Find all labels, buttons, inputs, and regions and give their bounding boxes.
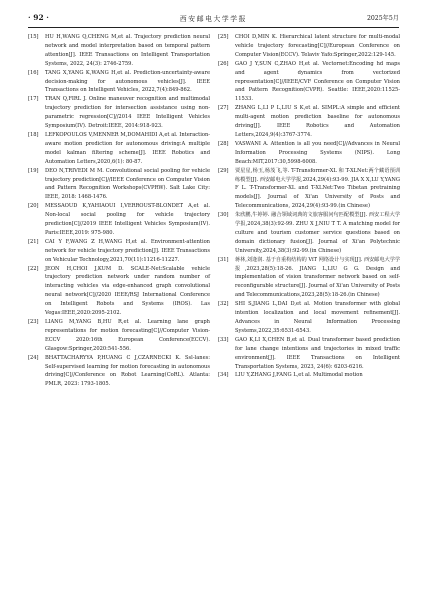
reference-entry	[218, 256, 400, 301]
reference-entry	[218, 104, 400, 140]
reference-entry	[28, 69, 210, 96]
reference-number: [27]	[218, 105, 229, 112]
reference-entry	[28, 202, 210, 238]
reference-number: [34]	[218, 372, 229, 379]
reference-number: [15]	[28, 34, 39, 40]
reference-text: HU H,WANG Q,CHENG M,et al. Trajectory prediction neural network and model interpretation based on temporal pattern attention[J]. IEEE Transactions on Intelligent Transportation Systems, 2022, 24(3): 2746-2759.	[45, 34, 210, 67]
reference-entry	[218, 300, 400, 336]
reference-number: [22]	[28, 265, 39, 272]
reference-entry	[28, 354, 210, 390]
reference-text: LIANG M,YANG B,HU R,et al. Learning lane graph representations for motion forecasting[C]//Computer Vision-ECCV 2020:16th European Conference(ECCV). Glasgow:Springer,2020:541-556.	[45, 319, 210, 352]
reference-text: JEON H,CHOI J,KUM D. SCALE-Net:Scalable vehicle trajectory prediction network under random number of interacting vehicles via edge-enhanced graph convolutional neural network[C]//2020 IEEE/RSJ International Conference on Intelligent Robots and Systems (IROS). Las Vegas:IEEE,2020:2095-2102.	[45, 265, 210, 317]
reference-text: 朱欣鹏,牛婷婷. 融合领域词典的文旅客服问句匹配模型[J]. 西安工程大学学报,2024,38(3):92-99. ZHU X J,NIU T T. A matching model for culture and tourism customer service questions based on domain dictionary fusion[J]. Journal of Xi'an Polytechnic University,2024,38(3):92-99.(in Chinese)	[235, 212, 400, 254]
reference-number: [16]	[28, 69, 39, 76]
reference-number: [30]	[218, 212, 229, 219]
reference-number: [28]	[218, 140, 229, 147]
reference-text: 贾星星,杨玉,杨茂飞,等. T-Transformer-XL 和 T-XLNet:两个藏语预训练模型[J]. 西安邮电大学学报,2024,29(4):93-99. JIA X X,LU Y,YANG F L. T-Transformer-XL and T-XLNet:Two Tibetan pretraining models[J]. Journal of Xi'an University of Posts and Telecommunications, 2024,29(4):93-99.(in Chinese)	[235, 167, 400, 210]
issue-date: 2025年5月	[366, 15, 399, 22]
reference-text: BHATTACHARYYA P,HUANG C J,CZARNECKI K. Ssl-lanes: Self-supervised learning for motion forecasting in autonomous driving[C]//Conference on Robot Learning(CoRL). Atlanta: PMLR, 2023: 1793-1805.	[45, 354, 210, 388]
reference-text: GAO J Y,SUN C,ZHAO H,et al. Vectornet:Encoding hd maps and agent dynamics from vectorized representation[C]//IEEE/CVF Conference on Computer Vision and Pattern Recognition(CVPR). Seattle: IEEE,2020:11525-11533.	[235, 60, 400, 103]
reference-number: [19]	[28, 167, 39, 174]
reference-number: [23]	[28, 319, 39, 325]
reference-text: LEFKOPOULOS V,MENNER M,DOMAHIDI A,et al. Interaction-aware motion prediction for autonomous driving:A multiple model kalman filtering scheme[J]. IEEE Robotics and Automation Letters,2020,6(1): 80-87.	[45, 131, 210, 165]
running-header	[28, 13, 399, 25]
reference-text: LIU Y,ZHANG J,FANG L,et al. Multimodal motion	[235, 372, 363, 379]
journal-title: 西安邮电大学学报	[179, 15, 248, 23]
reference-number: [31]	[218, 256, 229, 263]
reference-entry	[218, 336, 400, 372]
reference-number: [26]	[218, 60, 229, 67]
reference-text: VASWANI A. Attention is all you need[C]//Advances in Neural Information Processing Systems (NIPS). Long Beach:MIT,2017:30,5998-6008.	[235, 140, 400, 165]
reference-entry	[28, 95, 210, 131]
reference-number: [21]	[28, 238, 39, 245]
reference-entry	[28, 131, 210, 167]
reference-number: [29]	[218, 167, 229, 174]
reference-entry	[28, 167, 210, 203]
reference-entry	[28, 238, 210, 265]
reference-entry	[218, 371, 400, 380]
reference-entry	[218, 33, 400, 60]
reference-number: [18]	[28, 131, 39, 138]
references-right-column	[218, 33, 400, 380]
header-rule	[28, 27, 399, 28]
reference-number: [24]	[28, 354, 39, 361]
reference-text: TANG X,YANG K,WANG H,et al. Prediction-uncertainty-aware decision-making for autonomous vehicles[J]. IEEE Transactions on Intelligent Vehicles, 2022,7(4):849-862.	[45, 69, 210, 94]
reference-text: TRAN Q,FIRL J. Online maneuver recognition and multimodal trajectory prediction for intersection assistance using non-parametric regression[C]//2014 IEEE Intelligent Vehicles Symposium(IV). Detroit:IEEE, 2014:918-923.	[45, 96, 210, 130]
reference-entry	[218, 140, 400, 167]
reference-number: [17]	[28, 96, 39, 103]
reference-entry	[218, 211, 400, 256]
reference-text: MESSAOUD K,YAHIAOUI I,VERROUST-BLONDET A,et al. Non-local social pooling for vehicle trajectory prediction[C]//2019 IEEE Intelligent Vehicles Symposium(IV). Paris:IEEE,2019: 975-980.	[45, 203, 210, 236]
reference-number: [20]	[28, 203, 39, 210]
reference-text: CAI Y F,WANG Z H,WANG H,et al. Environment-attention network for vehicle trajectory prediction[J]. IEEE Transactions on Vehicular Technology,2021,70(11):11216-11227.	[45, 238, 210, 263]
reference-text: GAO K,LI X,CHEN B,et al. Dual transformer based prediction for lane change intentions and trajectories in mixed traffic environment[J]. IEEE Transactions on Intelligent Transportation Systems, 2023, 24(6): 6203-6216.	[235, 336, 400, 370]
reference-number: [25]	[218, 34, 229, 40]
reference-entry	[218, 60, 400, 105]
reference-text: 蒋林,刘逢润. 基于自重构结构的 ViT 网络设计与实现[J]. 西安邮电大学学报,2023,28(5):18-26. JIANG L,LIU G G. Design and implementation of vision transformer network based on self-reconfigurable structure[J]. Journal of Xi'an University of Posts and Telecommunications,2023,28(5):18-26.(in Chinese)	[235, 256, 400, 299]
reference-entry	[28, 33, 210, 69]
reference-text: CHOI D,MIN K. Hierarchical latent structure for multi-modal vehicle trajectory forecasting[C]//European Conference on Computer Vision(ECCV). Telaviv Yafo:Springer,2022:129-145.	[235, 34, 400, 58]
page-number: · 92 ·	[28, 13, 49, 22]
reference-number: [32]	[218, 301, 229, 308]
reference-entry	[28, 318, 210, 354]
reference-entry	[218, 167, 400, 212]
reference-number: [33]	[218, 336, 229, 343]
references-left-column	[28, 33, 210, 389]
reference-text: ZHANG L,LI P L,LIU S K,et al. SIMPL:A simple and efficient multi-agent motion prediction baseline for autonomous driving[J]. IEEE Robotics and Automation Letters,2024,9(4):3767-3774.	[235, 105, 400, 138]
reference-text: SHI S,JIANG L,DAI D,et al. Motion transformer with global intention localization and local movement refinement[J]. Advances in Neural Information Processing Systems,2022,35:6531-6543.	[235, 301, 400, 334]
reference-text: DEO N,TRIVEDI M M. Convolutional social pooling for vehicle trajectory prediction[C]//IEEE Conference on Computer Vision and Pattern Recognition Workshops(CVPRW). Salt Lake City: IEEE, 2018: 1468-1476.	[45, 167, 210, 201]
reference-entry	[28, 265, 210, 318]
